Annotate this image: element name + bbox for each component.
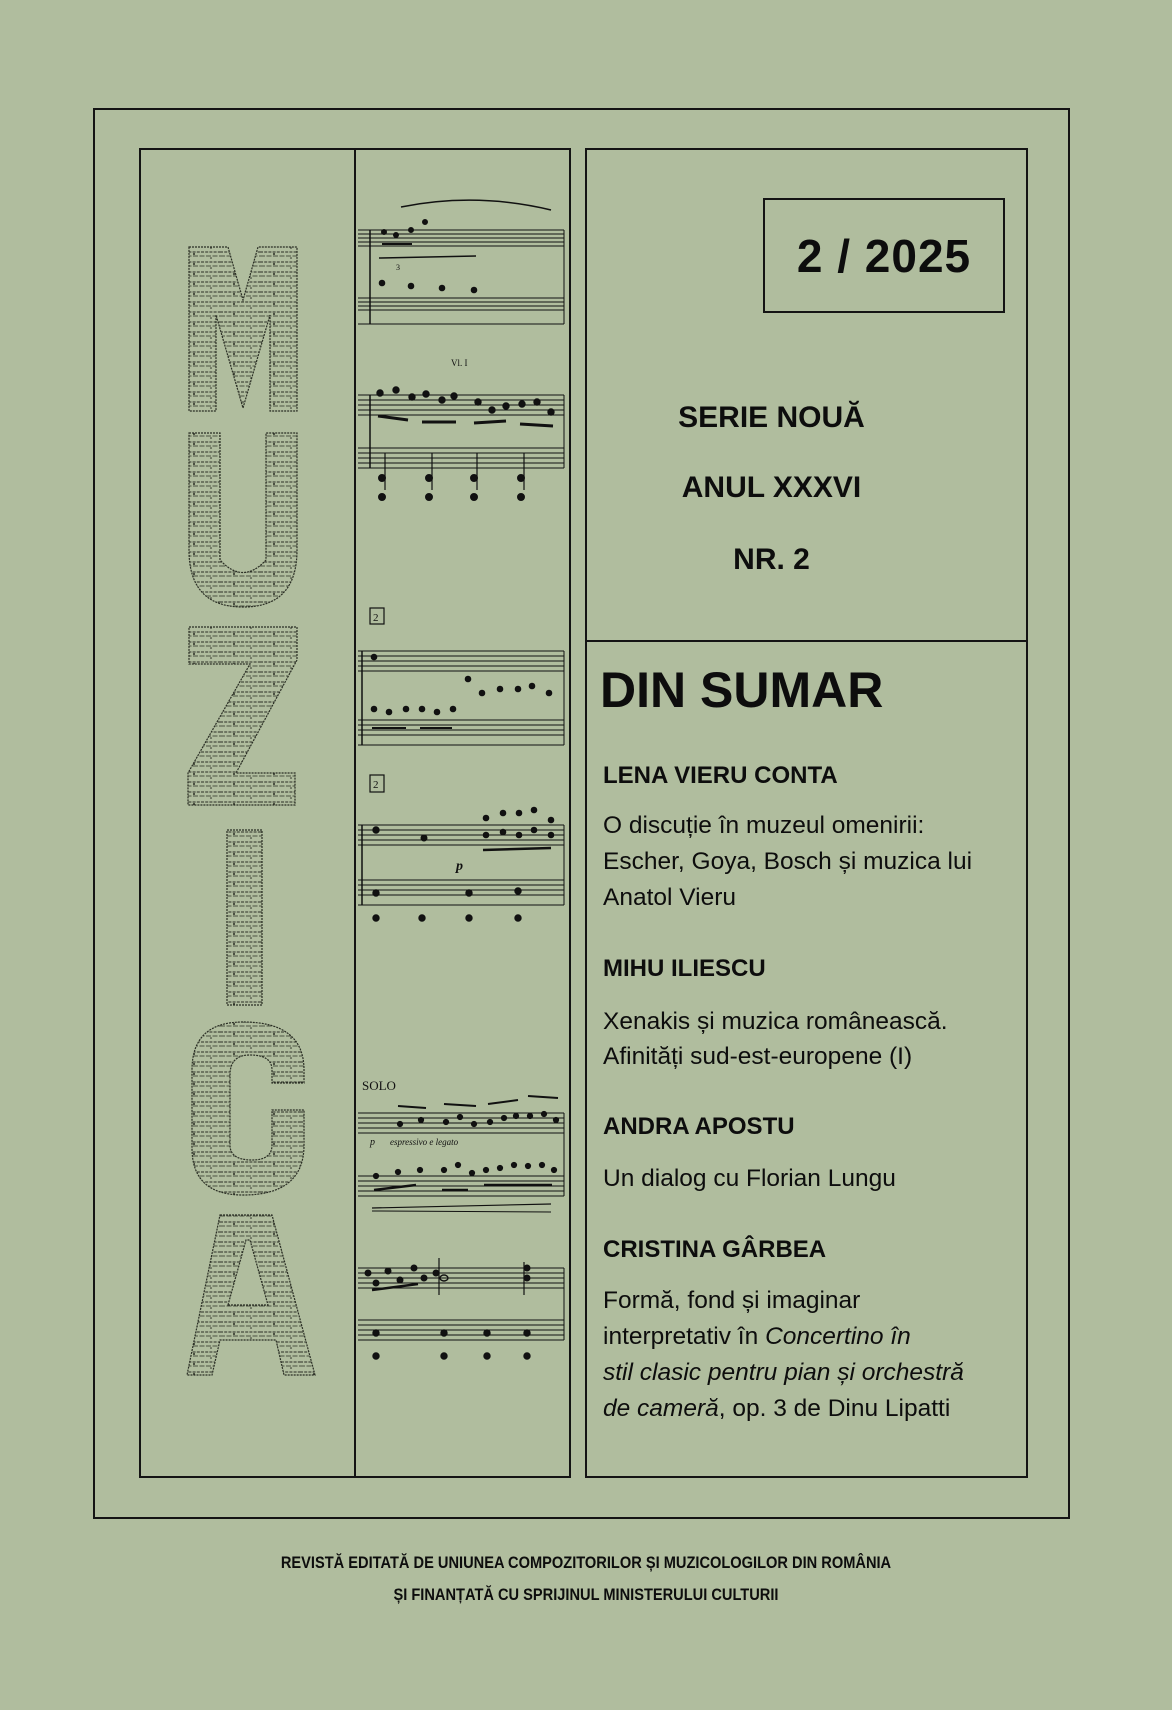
work-title-italic: de cameră (603, 1395, 719, 1422)
author-name: ANDRA APOSTU (603, 1113, 795, 1140)
article-title-line: Xenakis și muzica românească. (603, 1008, 948, 1035)
author-name: MIHU ILIESCU (603, 955, 766, 982)
publisher-line: REVISTĂ EDITATĂ DE UNIUNEA COMPOZITORILOR ȘI MUZICOLOGILOR DIN ROMÂNIA (280, 1553, 892, 1572)
article-title-line: Escher, Goya, Bosch și muzica lui (603, 848, 973, 875)
info-panel-divider (585, 640, 1028, 642)
dynamic-mark: p (456, 859, 463, 874)
article-title-line: O discuție în muzeul omenirii: (603, 812, 925, 839)
funding-line: ȘI FINANȚATĂ CU SPRIJINUL MINISTERULUI CULTURII (393, 1585, 779, 1604)
article-title-line: Formă, fond și imaginar (603, 1287, 861, 1314)
series-label: SERIE NOUĂ (678, 401, 865, 434)
logo-letter-a (187, 1215, 315, 1375)
work-title-italic: Concertino în (765, 1323, 911, 1350)
issue-number-box (763, 198, 1005, 313)
logo-letter-i (227, 830, 262, 1005)
logo-letter-u (189, 433, 297, 607)
summary-heading: DIN SUMAR (600, 662, 884, 718)
article-title-line: Un dialog cu Florian Lungu (603, 1165, 896, 1192)
author-name: CRISTINA GÂRBEA (603, 1236, 827, 1263)
logo-letter-c (192, 1022, 304, 1195)
violin-label: Vl. I (451, 358, 468, 368)
solo-label: SOLO (362, 1078, 396, 1093)
article-title-line (603, 1355, 1023, 1391)
work-title-italic: stil clasic pentru pian și orchestră (603, 1359, 964, 1386)
logo-letter-z (188, 627, 297, 805)
sheet-music-illustration (356, 190, 570, 1370)
logo-letter-m (189, 247, 297, 411)
number-label: NR. 2 (733, 543, 810, 576)
triplet-mark: 3 (396, 263, 400, 272)
article-title-line: Afinități sud-est-europene (I) (603, 1043, 913, 1070)
article-title-line (603, 1319, 1023, 1355)
article-title-text: interpretativ în (603, 1323, 766, 1350)
rehearsal-mark-1: 2 (373, 612, 379, 624)
expression-mark: espressivo e legato (390, 1137, 459, 1147)
article-title-line (603, 1391, 1023, 1427)
rehearsal-mark-2: 2 (373, 779, 379, 791)
article-title-text: , op. 3 de Dinu Lipatti (718, 1395, 951, 1422)
svg-text:p: p (370, 1137, 375, 1148)
year-label: ANUL XXXVI (681, 471, 862, 504)
article-title-line: Anatol Vieru (603, 884, 737, 911)
author-name: LENA VIERU CONTA (603, 762, 838, 789)
masthead-logo (180, 240, 320, 1390)
issue-number-year: 2 / 2025 (796, 229, 972, 282)
